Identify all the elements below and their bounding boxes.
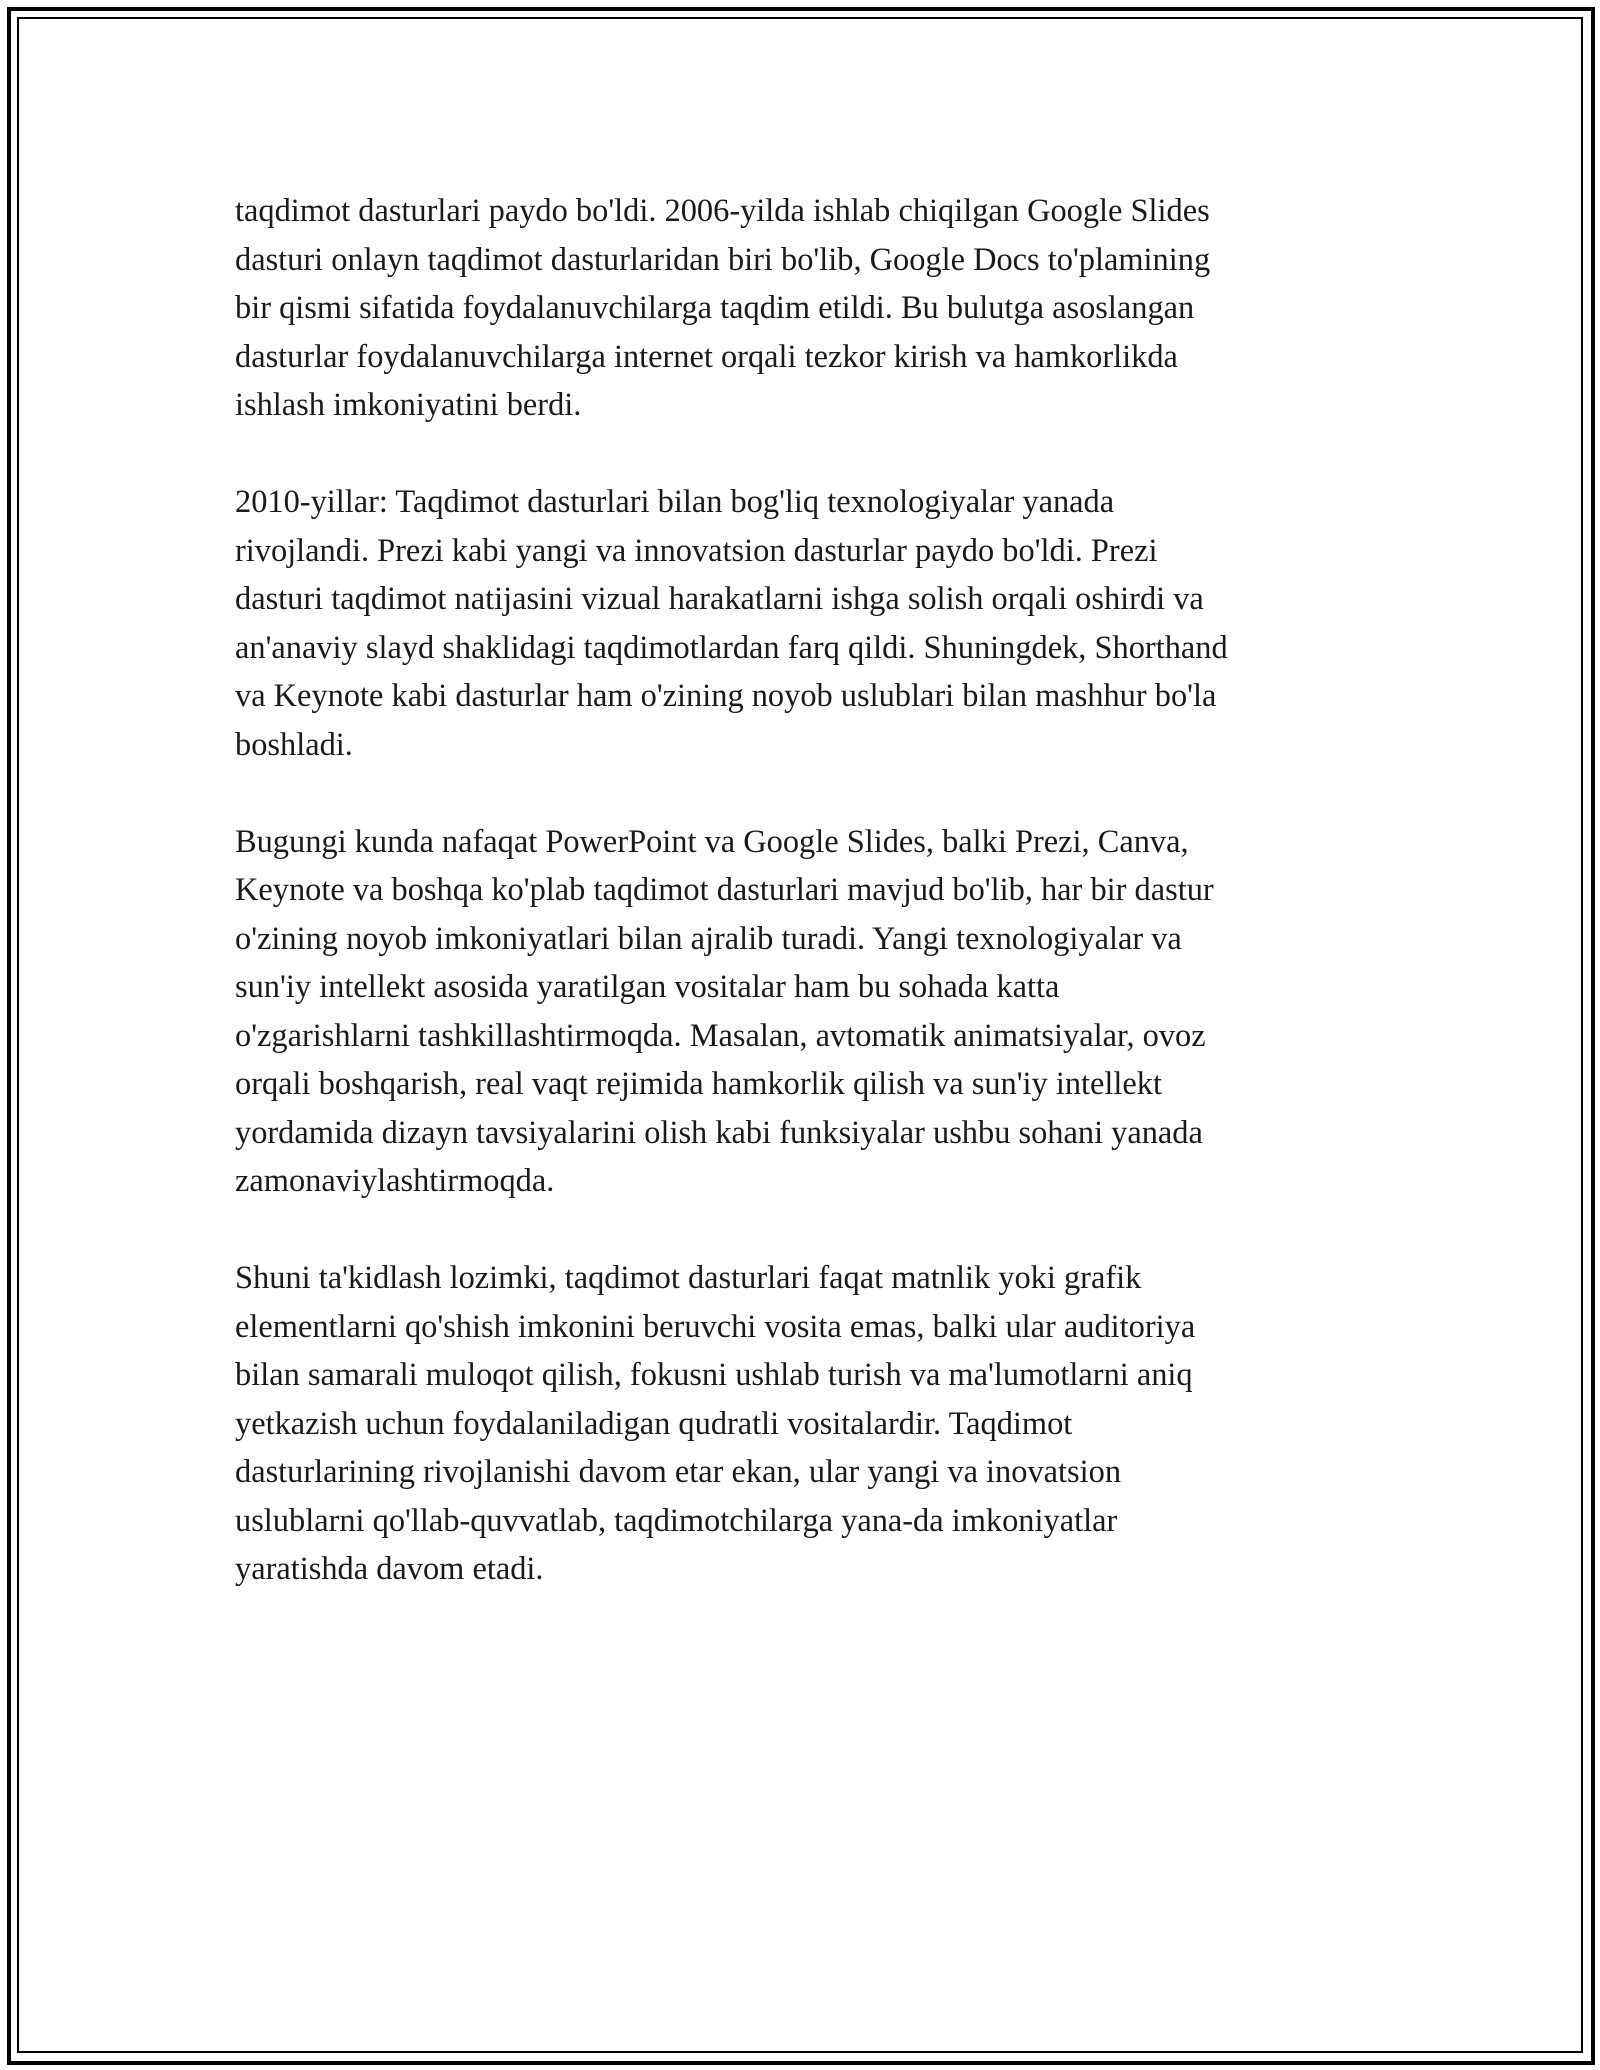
text-line: elementlarni qo'shish imkonini beruvchi vosita emas, balki ular auditoriya xyxy=(235,1308,1196,1345)
text-line: sun'iy intellekt asosida yaratilgan vositalar ham bu sohada katta xyxy=(235,969,1060,1005)
text-line: rivojlandi. Prezi kabi yangi va innovatsion dasturlar paydo bo'ldi. Prezi xyxy=(235,532,1158,569)
text-line: bilan samarali muloqot qilish, fokusni ushlab turish va ma'lumotlarni aniq xyxy=(235,1357,1193,1393)
document-body xyxy=(235,187,1365,1642)
text-line: orqali boshqarish, real vaqt rejimida hamkorlik qilish va sun'iy intellekt xyxy=(235,1066,1162,1102)
text-line: ishlash imkoniyatini berdi. xyxy=(235,387,582,423)
text-line: Bugungi kunda nafaqat PowerPoint va Google Slides, balki Prezi, Canva, xyxy=(235,823,1189,860)
text-line: o'zgarishlarni tashkillashtirmoqda. Masalan, avtomatik animatsiyalar, ovoz xyxy=(235,1017,1206,1054)
paragraph-conclusion xyxy=(235,1254,1365,1594)
paragraph-today xyxy=(235,818,1365,1206)
text-line: o'zining noyob imkoniyatlari bilan ajralib turadi. Yangi texnologiyalar va xyxy=(235,920,1182,957)
text-line: yordamida dizayn tavsiyalarini olish kabi funksiyalar ushbu sohani yanada xyxy=(235,1114,1203,1151)
text-line: zamonaviylashtirmoqda. xyxy=(235,1163,555,1199)
text-line: an'anaviy slayd shaklidagi taqdimotlardan farq qildi. Shuningdek, Shorthand xyxy=(235,629,1228,666)
text-line: boshladi. xyxy=(235,726,353,763)
paragraph-google-slides xyxy=(235,187,1365,430)
text-line: dasturi onlayn taqdimot dasturlaridan biri bo'lib, Google Docs to'plamining xyxy=(235,241,1211,278)
text-line: dasturi taqdimot natijasini vizual harakatlarni ishga solish orqali oshirdi va xyxy=(235,581,1204,617)
text-line: uslublarni qo'llab-quvvatlab, taqdimotchilarga yana-da imkoniyatlar xyxy=(235,1502,1118,1539)
text-line: dasturlarining rivojlanishi davom etar ekan, ular yangi va inovatsion xyxy=(235,1454,1122,1490)
text-line: dasturlar foydalanuvchilarga internet orqali tezkor kirish va hamkorlikda xyxy=(235,338,1178,375)
text-line: 2010-yillar: Taqdimot dasturlari bilan bog'liq texnologiyalar yanada xyxy=(235,484,1115,520)
paragraph-2010s xyxy=(235,478,1365,769)
text-line: va Keynote kabi dasturlar ham o'zining noyob uslublari bilan mashhur bo'la xyxy=(235,678,1217,714)
text-line: Keynote va boshqa ko'plab taqdimot dasturlari mavjud bo'lib, har bir dastur xyxy=(235,872,1214,908)
text-line: yetkazish uchun foydalaniladigan qudratli vositalardir. Taqdimot xyxy=(235,1405,1073,1442)
text-line: taqdimot dasturlari paydo bo'ldi. 2006-yilda ishlab chiqilgan Google Slides xyxy=(235,193,1210,229)
text-line: yaratishda davom etadi. xyxy=(235,1551,544,1587)
text-line: bir qismi sifatida foydalanuvchilarga taqdim etildi. Bu bulutga asoslangan xyxy=(235,290,1195,326)
text-line: Shuni ta'kidlash lozimki, taqdimot dasturlari faqat matnlik yoki grafik xyxy=(235,1260,1142,1296)
